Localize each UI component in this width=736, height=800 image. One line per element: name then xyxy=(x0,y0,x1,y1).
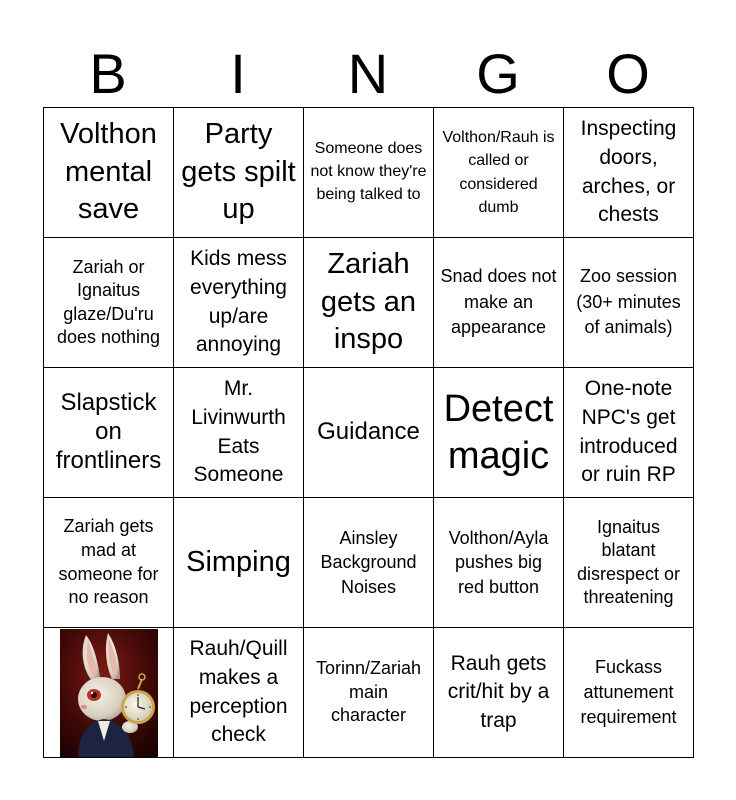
bingo-cell-r2c1[interactable] xyxy=(44,238,174,368)
bingo-cell-r4c2[interactable] xyxy=(174,498,304,628)
cell-text: Inspecting doors, arches, or chests xyxy=(580,117,677,227)
cell-text: Ainsley Background Noises xyxy=(320,528,417,597)
bingo-cell-r2c2[interactable] xyxy=(174,238,304,368)
header-letter-o: O xyxy=(606,42,650,105)
cell-text: Fuckass attunement requirement xyxy=(580,656,677,728)
bingo-cell-r4c5[interactable] xyxy=(564,498,694,628)
bingo-cell-r1c5[interactable] xyxy=(564,108,694,238)
bingo-header xyxy=(43,40,693,108)
cell-text: Rauh/Quill makes a perception check xyxy=(189,637,288,747)
bingo-cell-r3c5[interactable] xyxy=(564,368,694,498)
bingo-cell-r2c4[interactable] xyxy=(434,238,564,368)
cell-text: Volthon/Rauh is called or considered dumb xyxy=(442,129,555,216)
bingo-cell-r1c2[interactable] xyxy=(174,108,304,238)
header-letter-n: N xyxy=(347,42,389,105)
header-letter-g: G xyxy=(476,42,520,105)
white-rabbit-pocket-watch-image xyxy=(60,629,158,757)
bingo-cell-r1c3[interactable] xyxy=(304,108,434,238)
bingo-cell-r5c4[interactable] xyxy=(434,628,564,758)
bingo-cell-r5c1-free-space[interactable] xyxy=(44,628,174,758)
bingo-cell-r4c1[interactable] xyxy=(44,498,174,628)
cell-text: Zariah gets mad at someone for no reason xyxy=(58,516,159,608)
bingo-cell-r4c3[interactable] xyxy=(304,498,434,628)
cell-text: Simping xyxy=(186,545,291,578)
cell-text: Detect magic xyxy=(443,388,554,477)
cell-text: Zariah or Ignaitus glaze/Du'ru does nothing xyxy=(56,256,161,347)
bingo-cell-r3c4[interactable] xyxy=(434,368,564,498)
bingo-cell-r5c2[interactable] xyxy=(174,628,304,758)
cell-text: Snad does not make an appearance xyxy=(440,266,557,338)
header-letter-b: B xyxy=(89,42,127,105)
cell-text: Party gets spilt up xyxy=(181,117,296,226)
bingo-cell-r2c5[interactable] xyxy=(564,238,694,368)
bingo-cell-r3c2[interactable] xyxy=(174,368,304,498)
bingo-cell-r5c5[interactable] xyxy=(564,628,694,758)
cell-text: Mr. Livinwurth Eats Someone xyxy=(191,377,286,487)
cell-text: Volthon mental save xyxy=(60,117,157,226)
bingo-cell-r3c3[interactable] xyxy=(304,368,434,498)
cell-text: Torinn/Zariah main character xyxy=(315,658,422,726)
bingo-cell-r2c3[interactable] xyxy=(304,238,434,368)
cell-text: Ignaitus blatant disrespect or threatening xyxy=(576,516,681,607)
cell-text: Guidance xyxy=(317,418,420,446)
cell-text: Rauh gets crit/hit by a trap xyxy=(447,651,550,732)
cell-text: Zariah gets an inspo xyxy=(320,247,417,356)
bingo-cell-r5c3[interactable] xyxy=(304,628,434,758)
bingo-cell-r1c1[interactable] xyxy=(44,108,174,238)
bingo-cell-r4c4[interactable] xyxy=(434,498,564,628)
bingo-cell-r1c4[interactable] xyxy=(434,108,564,238)
cell-text: Volthon/Ayla pushes big red button xyxy=(448,528,549,597)
cell-text: Kids mess everything up/are annoying xyxy=(190,247,287,357)
bingo-cell-r3c1[interactable] xyxy=(44,368,174,498)
cell-text: Slapstick on frontliners xyxy=(55,389,162,474)
header-letter-i: I xyxy=(230,42,246,105)
bingo-grid xyxy=(43,107,694,758)
cell-text: One-note NPC's get introduced or ruin RP xyxy=(579,377,678,487)
cell-text: Zoo session (30+ minutes of animals) xyxy=(576,266,681,338)
cell-text: Someone does not know they're being talked to xyxy=(310,140,427,203)
